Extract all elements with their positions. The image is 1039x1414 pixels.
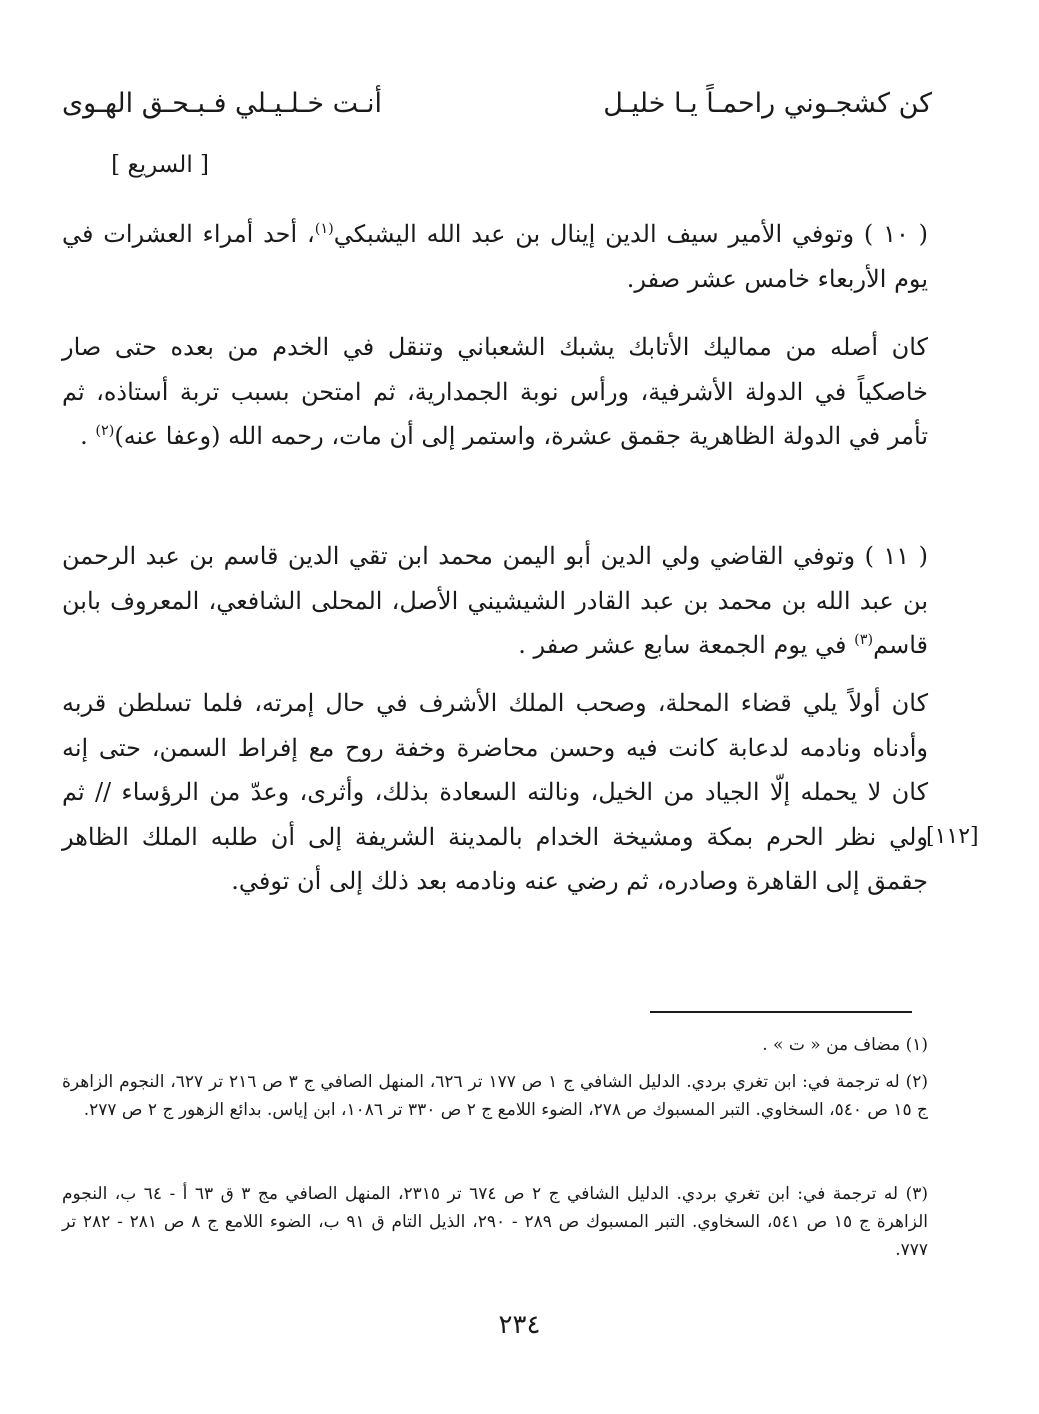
entry-text: وتوفي القاضي ولي الدين أبو اليمن محمد ابن تقي الدين قاسم بن عبد الرحمن بن عبد الله بن محمد بن عبد القادر الشيشيني الأصل، المحلى الشافعي، المعروف بابن قاسم	[62, 542, 928, 659]
entry-text: كان أصله من مماليك الأتابك يشبك الشعباني وتنقل في الخدم من بعده حتى صار خاصكياً في الدولة الأشرفية، ورأس نوبة الجمدارية، ثم امتحن بسبب تربة أستاذه، ثم تأمر في الدولة الظاهرية جقمق عشرة، واستمر إلى أن مات، رحمه الله (وعفا عنه)	[62, 333, 928, 450]
footnote-reference: (٢)	[95, 423, 115, 439]
footnote-reference: (٣)	[854, 632, 874, 648]
entry-text-continued: .	[80, 422, 96, 450]
footnote-1: (١) مضاف من « ت » .	[762, 1035, 928, 1055]
footnote-reference: (١)	[314, 221, 334, 237]
page-number: ٢٣٤	[498, 1310, 541, 1340]
entry-10-paragraph	[62, 212, 928, 301]
entry-text-continued: في يوم الجمعة سابع عشر صفر .	[518, 631, 855, 659]
entry-number: ( ١٠ )	[863, 220, 929, 248]
footnote-2: (٢) له ترجمة في: ابن تغري بردي. الدليل الشافي ج ١ ص ١٧٧ تر ٦٢٦، المنهل الصافي ج ٣ ص ٢١٦ تر ٦٢٧، النجوم الزاهرة ج ١٥ ص ٥٤٠، السخاوي. التبر المسبوك ص ٢٧٨، الضوء اللامع ج ٢ ص ٣٣٠ تر ١٠٨٦، ابن إياس. بدائع الزهور ج ٢ ص ٢٧٧.	[62, 1072, 928, 1120]
poetic-meter-label: [ السريع ]	[111, 152, 209, 178]
footnote-divider	[650, 1011, 912, 1013]
verse-right-hemistich: أنـت خـلـيـلي فـبـحـق الهـوى	[62, 87, 383, 119]
entry-11-biography-paragraph	[62, 681, 928, 904]
manuscript-folio-marker: [١١٢]	[926, 824, 979, 849]
entry-text: كان أولاً يلي قضاء المحلة، وصحب الملك الأشرف في حال إمرته، فلما تسلطن قربه وأدناه ونادمه لدعابة كانت فيه وحسن محاضرة وخفة روح مع إفراط السمن، حتى إنه كان لا يحمله إلّا الجياد من الخيل، ونالته السعادة بذلك، وأثرى، وعدّ من الرؤساء // ثم ولي نظر الحرم بمكة ومشيخة الخدام بالمدينة الشريفة إلى أن طلبه الملك الظاهر جقمق إلى القاهرة وصادره، ثم رضي عنه ونادمه بعد ذلك إلى أن توفي.	[62, 689, 928, 895]
entry-number: ( ١١ )	[864, 542, 928, 570]
entry-text: وتوفي الأمير سيف الدين إينال بن عبد الله اليشبكي	[333, 220, 855, 248]
poetry-verse	[62, 78, 932, 128]
entry-11-paragraph	[62, 534, 928, 668]
verse-left-hemistich: كن كشجـوني راحمـاً يـا خليـل	[603, 87, 932, 119]
entry-10-biography-paragraph	[62, 325, 928, 459]
footnote-3: (٣) له ترجمة في: ابن تغري بردي. الدليل الشافي ج ٢ ص ٦٧٤ تر ٢٣١٥، المنهل الصافي مج ٣ ق ٦٣ أ - ٦٤ ب، النجوم الزاهرة ج ١٥ ص ٥٤١، السخاوي. التبر المسبوك ص ٢٨٩ - ٢٩٠، الذيل التام ق ٩١ ب، الضوء اللامع ج ٨ ص ٢٨١ - ٢٨٢ تر ٧٧٧.	[62, 1184, 929, 1260]
entry-text-continued: ، أحد أمراء العشرات في يوم الأربعاء خامس عشر صفر.	[62, 220, 928, 293]
